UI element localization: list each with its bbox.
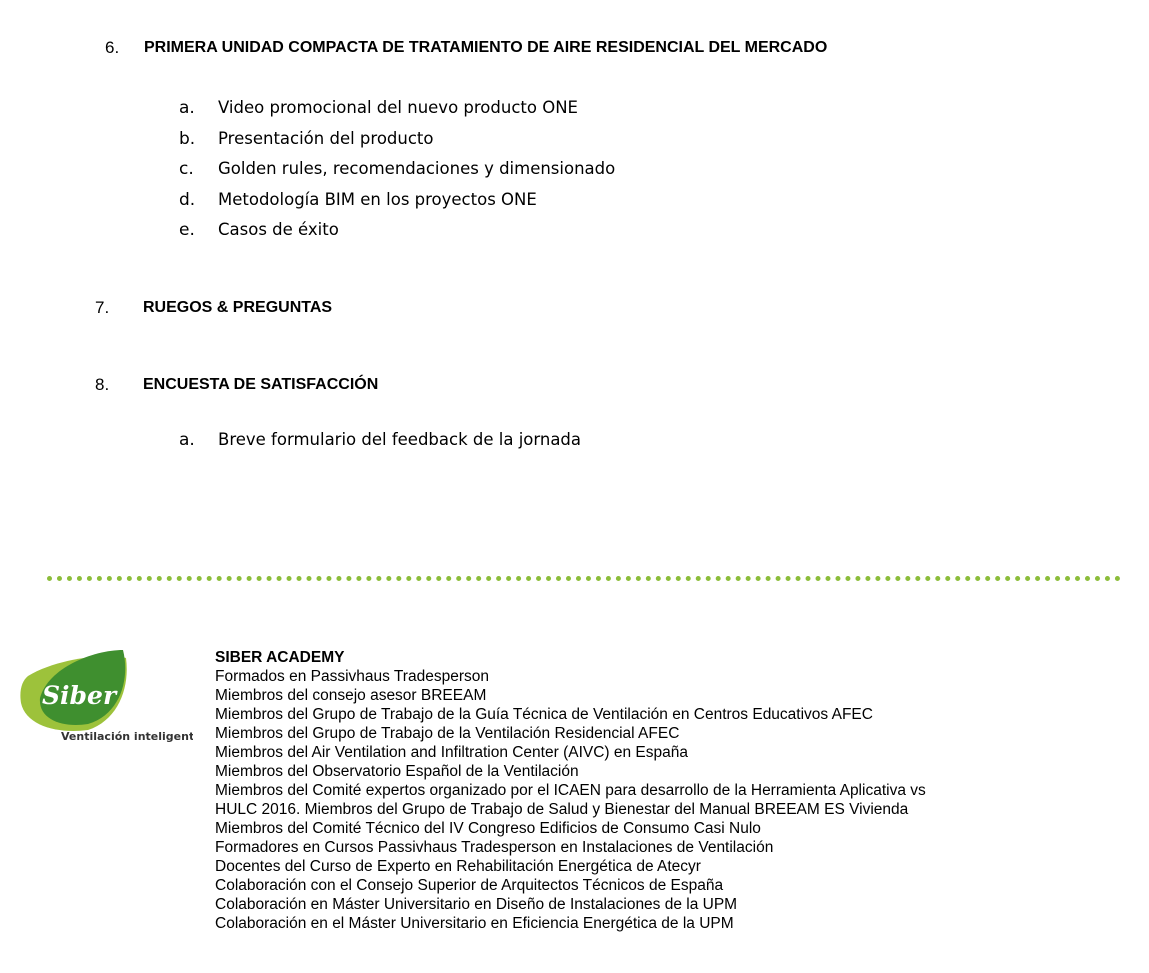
section-title: PRIMERA UNIDAD COMPACTA DE TRATAMIENTO DE AIRE RESIDENCIAL DEL MERCADO (144, 39, 828, 56)
siber-academy-info (215, 648, 926, 933)
section-number: 6. (105, 38, 120, 57)
info-line: Colaboración en el Máster Universitario en Eficiencia Energética de la UPM (215, 915, 734, 932)
section-number: 7. (95, 298, 110, 317)
item-letter: c. (179, 159, 194, 179)
item-letter: d. (179, 190, 196, 210)
info-line: Colaboración en Máster Universitario en Diseño de Instalaciones de la UPM (215, 896, 738, 913)
section-title: RUEGOS & PREGUNTAS (143, 299, 333, 316)
info-line: Miembros del Comité expertos organizado por el ICAEN para desarrollo de la Herramienta Aplicativa vs (215, 782, 926, 799)
section-title: ENCUESTA DE SATISFACCIÓN (143, 376, 379, 393)
item-text: Video promocional del nuevo producto ONE (218, 98, 578, 117)
item-text: Breve formulario del feedback de la jornada (218, 430, 582, 449)
item-text: Metodología BIM en los proyectos ONE (218, 190, 537, 209)
item-letter: a. (179, 430, 195, 450)
info-line: Miembros del Comité Técnico del IV Congreso Edificios de Consumo Casi Nulo (215, 820, 761, 837)
info-line: Formadores en Cursos Passivhaus Tradesperson en Instalaciones de Ventilación (215, 839, 774, 856)
section-number: 8. (95, 375, 110, 394)
logo-text: Siber (42, 681, 117, 710)
info-line: Miembros del Grupo de Trabajo de la Ventilación Residencial AFEC (215, 725, 680, 742)
item-letter: b. (179, 129, 196, 149)
item-text: Presentación del producto (218, 129, 434, 148)
info-line: Formados en Passivhaus Tradesperson (215, 668, 489, 685)
siber-logo (18, 648, 193, 748)
academy-title: SIBER ACADEMY (215, 649, 345, 666)
info-line: Miembros del Observatorio Español de la Ventilación (215, 763, 579, 780)
info-line: HULC 2016. Miembros del Grupo de Trabajo de Salud y Bienestar del Manual BREEAM ES Vivienda (215, 801, 909, 818)
info-line: Miembros del Air Ventilation and Infiltration Center (AIVC) en España (215, 744, 688, 761)
item-text: Golden rules, recomendaciones y dimensionado (218, 159, 616, 178)
logo-tagline: Ventilación inteligente (61, 730, 193, 743)
item-letter: e. (179, 220, 195, 240)
item-text: Casos de éxito (218, 220, 339, 239)
info-line: Miembros del consejo asesor BREEAM (215, 687, 487, 704)
siber-logo-icon (18, 648, 193, 748)
info-line: Colaboración con el Consejo Superior de Arquitectos Técnicos de España (215, 877, 724, 894)
item-letter: a. (179, 98, 195, 118)
info-line: Miembros del Grupo de Trabajo de la Guía Técnica de Ventilación en Centros Educativos AFEC (215, 706, 873, 723)
dotted-divider (47, 576, 1121, 581)
info-line: Docentes del Curso de Experto en Rehabilitación Energética de Atecyr (215, 858, 701, 875)
